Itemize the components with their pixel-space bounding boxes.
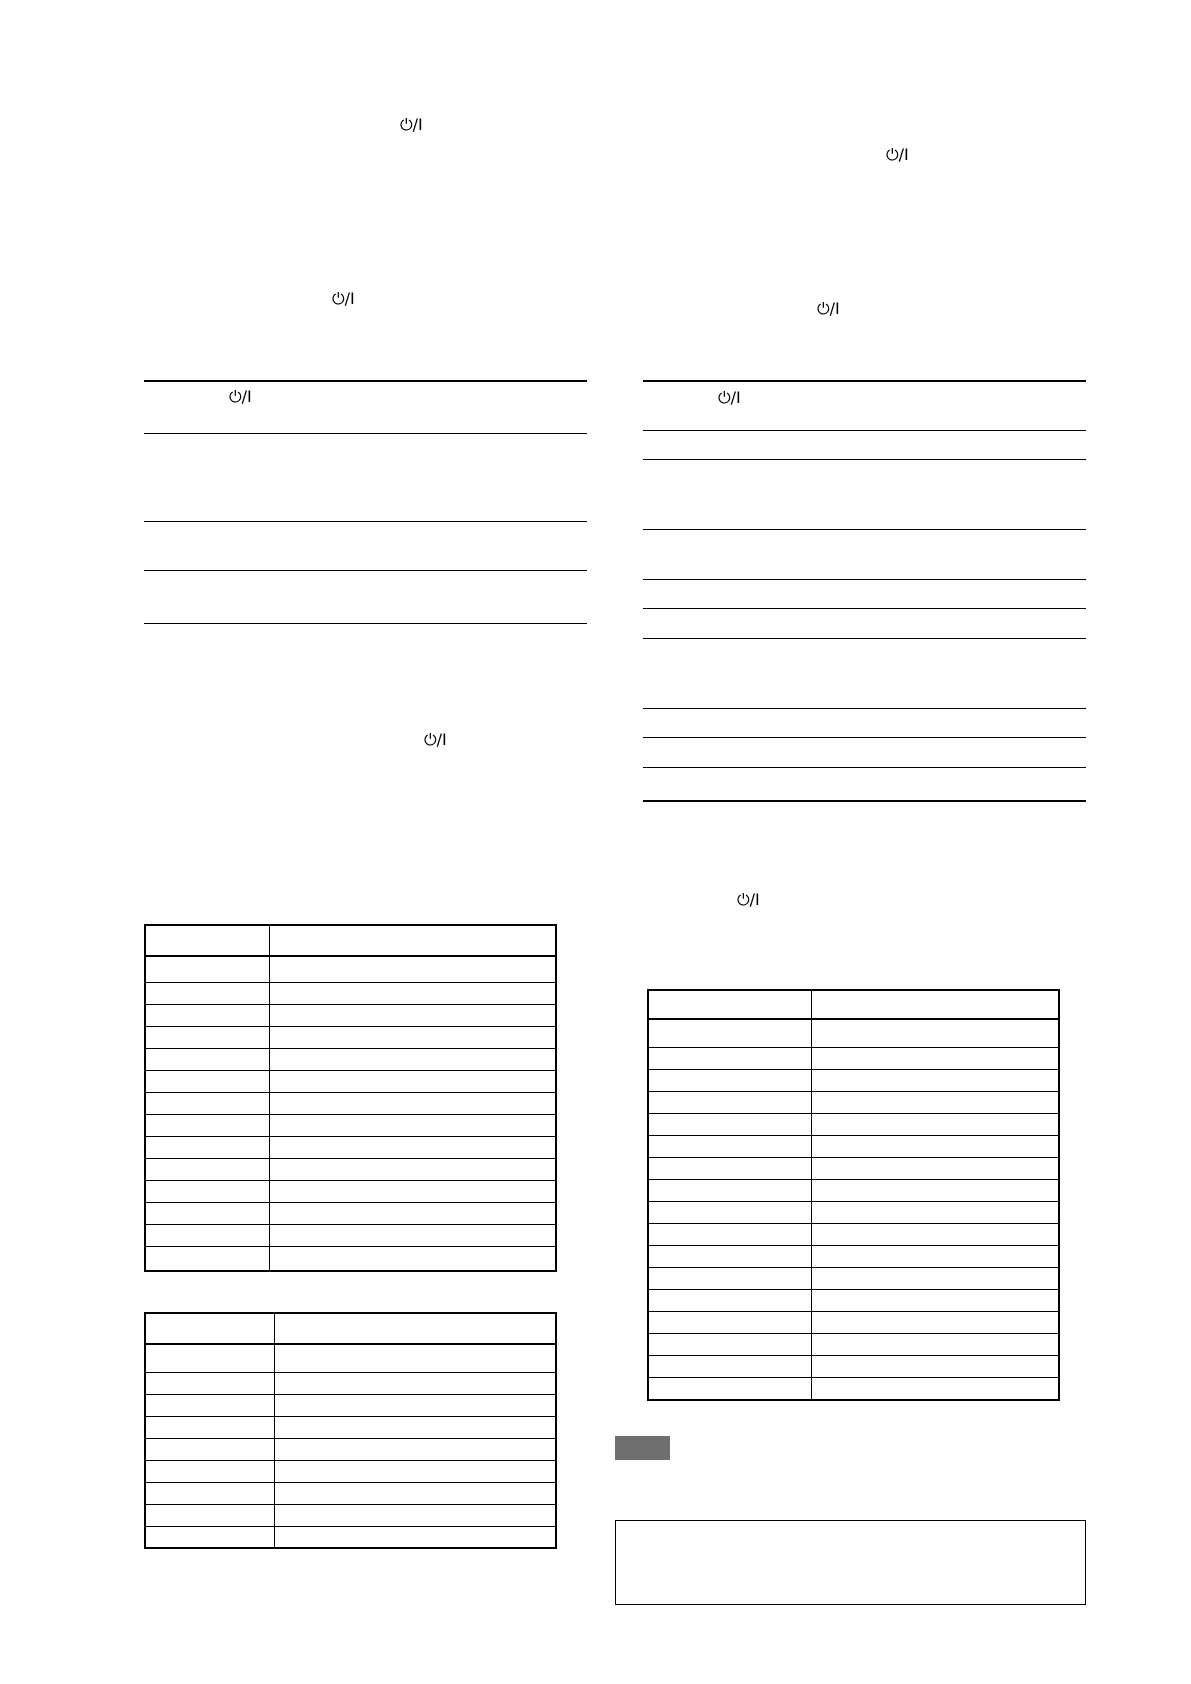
table-row [145,1026,556,1048]
power-icon: ⏻/I [332,289,355,308]
table-row [648,1267,1059,1289]
note-box [615,1520,1086,1605]
table-header-cell [145,925,269,956]
table-rule [643,638,1086,639]
code-table [144,924,557,1272]
table-row [648,1091,1059,1113]
table-row [145,1136,556,1158]
table-row [145,1438,556,1460]
table-row [648,1113,1059,1135]
power-icon: ⏻/I [886,145,909,164]
table-row [648,1223,1059,1245]
table-rule-top [643,380,1086,382]
table-rule-bottom [144,623,587,624]
table-rule [643,459,1086,460]
table-row [648,1333,1059,1355]
table-row [648,1377,1059,1400]
table-row [145,1202,556,1224]
table-row [648,1157,1059,1179]
table-row [648,1047,1059,1069]
table-row [648,1179,1059,1201]
power-icon: ⏻/I [400,115,423,134]
table-row [145,1344,556,1372]
table-row [648,1311,1059,1333]
table-row [648,1245,1059,1267]
table-rule [144,570,587,571]
table-rule [643,529,1086,530]
power-icon: ⏻/I [718,388,741,407]
table-rule [643,579,1086,580]
power-icon: ⏻/I [737,890,760,909]
power-icon: ⏻/I [424,730,447,749]
table-row [145,1048,556,1070]
table-row [145,1482,556,1504]
table-row [648,1135,1059,1157]
table-row [145,1526,556,1548]
table-rule [643,708,1086,709]
table-row [145,1070,556,1092]
table-row [145,1092,556,1114]
table-rule [144,433,587,434]
table-rule [643,767,1086,768]
table-row [145,1246,556,1271]
table-row [145,1504,556,1526]
table-header-cell [811,990,1059,1019]
table-row [648,1201,1059,1223]
table-row [648,1355,1059,1377]
table-row [145,1004,556,1026]
table-header-cell [145,1313,274,1344]
table-row [145,1460,556,1482]
table-row [648,1069,1059,1091]
note-label-badge [615,1436,670,1460]
table-rule-bottom [643,800,1086,802]
table-rule-top [144,380,587,382]
table-row [145,982,556,1004]
power-icon: ⏻/I [229,387,252,406]
table-header-cell [648,990,811,1019]
table-row [145,1180,556,1202]
table-row [145,956,556,982]
table-header-cell [274,1313,556,1344]
table-rule [643,430,1086,431]
table-rule [643,737,1086,738]
table-row [145,1416,556,1438]
table-header-cell [269,925,556,956]
code-table [144,1312,557,1549]
table-row [648,1289,1059,1311]
table-row [145,1114,556,1136]
table-row [145,1158,556,1180]
code-table [647,989,1060,1401]
table-row [145,1372,556,1394]
power-icon: ⏻/I [817,299,840,318]
table-rule [643,608,1086,609]
table-row [145,1394,556,1416]
table-row [145,1224,556,1246]
table-row [648,1019,1059,1047]
table-rule [144,521,587,522]
